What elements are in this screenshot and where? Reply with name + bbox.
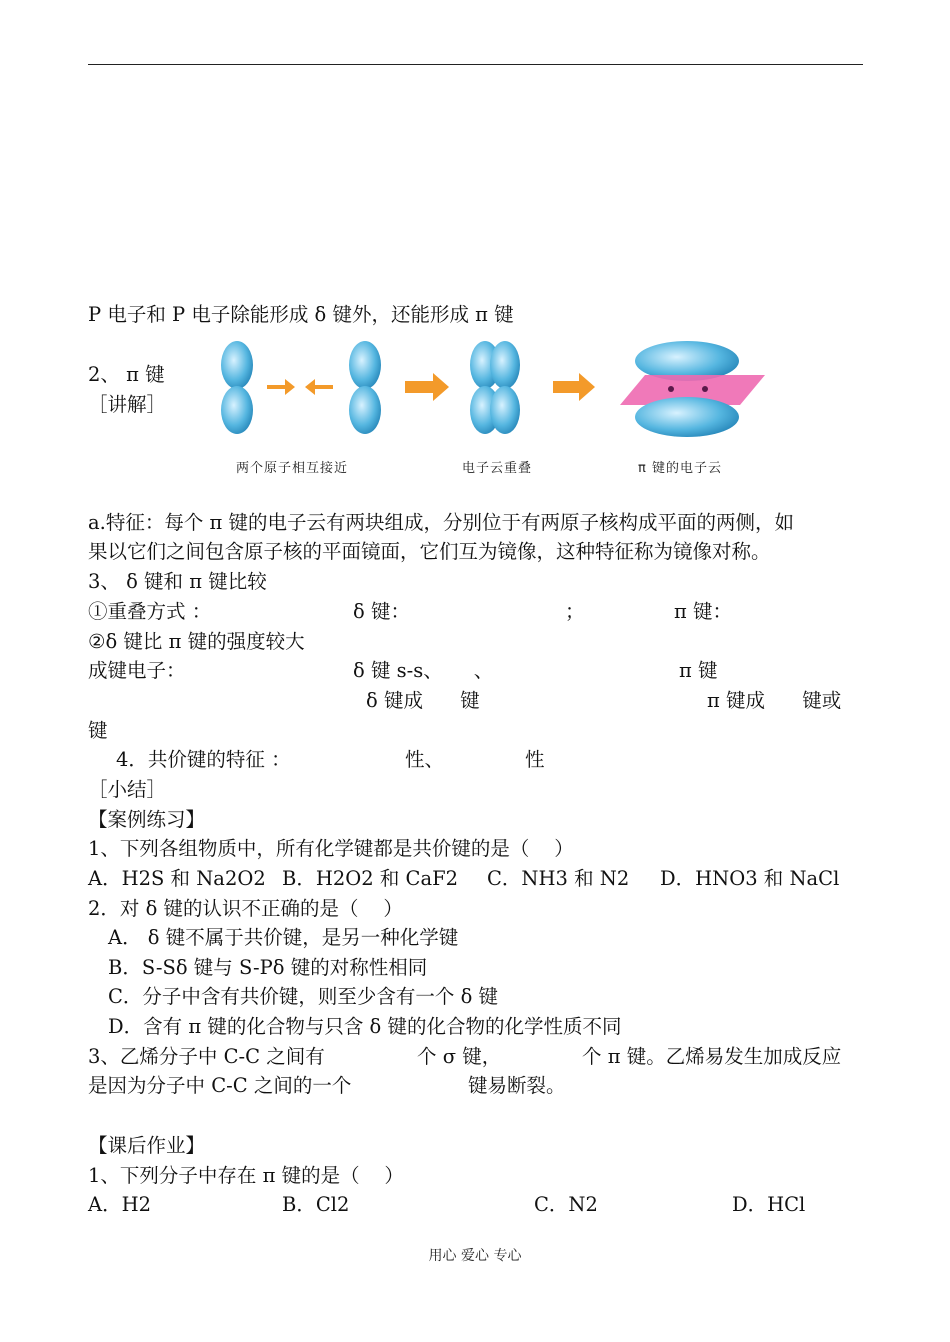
section-heading: 3、 δ 键和 π 键比较 [88,570,267,593]
section-heading: 【案例练习】 [88,808,206,831]
text-line: ［讲解］ [88,393,167,416]
figure-caption-overlap: 电子云重叠 [462,461,533,476]
question-text: 1、下列各组物质中，所有化学键都是共价键的是（ ） [88,837,574,860]
text-line: π 键成 键或 [707,689,842,712]
text-line: ①重叠方式 ： [88,600,212,623]
option-d: D．HCl [732,1193,806,1216]
text-line: ； [565,600,585,623]
question-text: 3、乙烯分子中 C-C 之间有 [88,1045,325,1068]
section-heading: 【课后作业】 [88,1134,206,1157]
text-line: δ 键 s-s、 、 [353,659,494,682]
text-line: P 电子和 P 电子除能形成 δ 键外，还能形成 π 键 [88,303,514,326]
option-c: C．N2 [534,1193,598,1216]
option-b: B．Cl2 [282,1193,350,1216]
question-text: 是因为分子中 C-C 之间的一个 [88,1074,352,1097]
text-line: π 键 [679,659,718,682]
option-b: B．S-Sδ 键与 S-Pδ 键的对称性相同 [108,956,428,979]
text-line: 性 [525,748,545,771]
question-text: 2．对 δ 键的认识不正确的是（ ） [88,897,403,920]
question-text: 1、下列分子中存在 π 键的是（ ） [88,1164,404,1187]
figure-caption-approach: 两个原子相互接近 [236,461,349,476]
section-heading: 2、 π 键 [88,363,165,386]
option-c: C．NH3 和 N2 [487,867,630,890]
text-line: 键 [88,719,108,742]
section-heading: 4．共价键的特征 ： [116,748,291,771]
text-line: δ 键成 键 [366,689,480,712]
question-text: 个 π 键。乙烯易发生加成反应 [582,1045,842,1068]
text-line: 果以它们之间包含原子核的平面镜面，它们互为镜像，这种特征称为镜像对称。 [88,540,771,563]
text-line: ②δ 键比 π 键的强度较大 [88,630,305,653]
option-a: A． δ 键不属于共价键，是另一种化学键 [108,926,459,949]
option-a: A．H2S 和 Na2O2 [88,867,266,890]
text-line: δ 键： [353,600,410,623]
header-rule [88,64,863,65]
text-line: 性、 [405,748,445,771]
text-line: a.特征：每个 π 键的电子云有两块组成，分别位于有两原子核构成平面的两侧，如 [88,511,795,534]
text-line: ［小结］ [88,778,167,801]
option-b: B．H2O2 和 CaF2 [282,867,459,890]
text-line: π 键： [674,600,733,623]
option-d: D．HNO3 和 NaCl [660,867,840,890]
option-a: A．H2 [88,1193,151,1216]
option-c: C．分子中含有共价键，则至少含有一个 δ 键 [108,985,499,1008]
text-line: 成键电子： [88,659,186,682]
figure-caption-pi-cloud: π 键的电子云 [638,461,722,476]
page-footer: 用心 爱心 专心 [428,1248,522,1264]
question-text: 键易断裂。 [468,1074,566,1097]
question-text: 个 σ 键， [417,1045,502,1068]
option-d: D．含有 π 键的化合物与只含 δ 键的化合物的化学性质不同 [108,1015,622,1038]
